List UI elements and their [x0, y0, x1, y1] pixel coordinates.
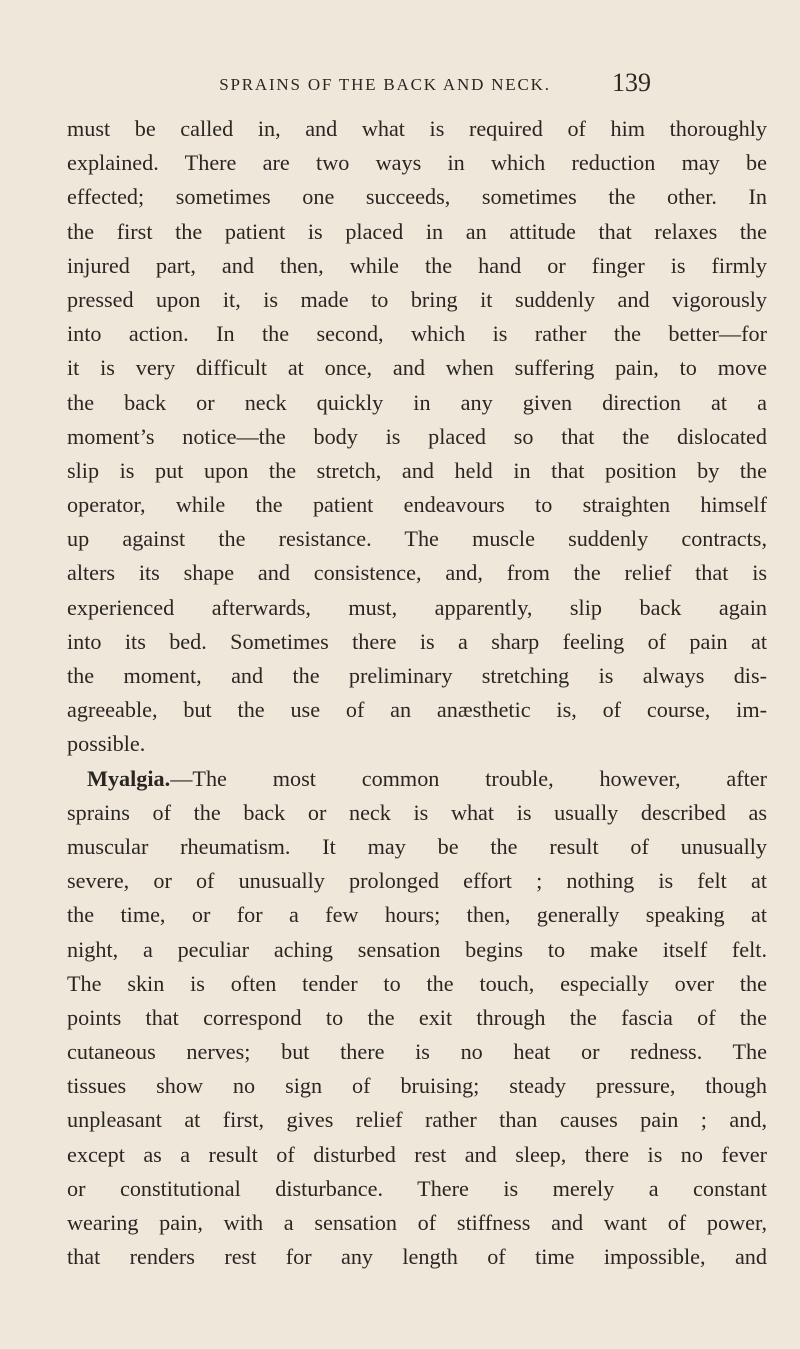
text-line: or constitutional disturbance. There is merely a constant [67, 1175, 767, 1201]
text-line: agreeable, but the use of an anæsthetic is, of course, im- [67, 697, 767, 723]
paragraph-myalgia [67, 762, 767, 1275]
text-line: up against the resistance. The muscle suddenly contracts, [67, 526, 767, 552]
text-line: the back or neck quickly in any given direction at a [67, 389, 767, 415]
page-number: 139 [612, 68, 651, 97]
text-line: muscular rheumatism. It may be the result of unusually [67, 833, 767, 859]
text-line: must be called in, and what is required of him thoroughly [67, 116, 767, 141]
text-line: sprains of the back or neck is what is usually described as [67, 799, 767, 825]
text-line: The skin is often tender to the touch, especially over the [67, 970, 767, 996]
text-line: experienced afterwards, must, apparently, slip back again [67, 594, 767, 620]
text-line: into its bed. Sometimes there is a sharp feeling of pain at [67, 628, 767, 654]
text-line: injured part, and then, while the hand or finger is firmly [67, 252, 767, 278]
text-line: that renders rest for any length of time impossible, and [67, 1244, 767, 1270]
text-line: it is very difficult at once, and when suffering pain, to move [67, 355, 767, 381]
text-line: moment’s notice—the body is placed so that the dislocated [67, 423, 767, 449]
body-text [67, 112, 767, 1274]
text-line: points that correspond to the exit through the fascia of the [67, 1004, 767, 1030]
text-line: tissues show no sign of bruising; steady pressure, though [67, 1073, 767, 1099]
text-line-rest: —The most common trouble, however, after [170, 765, 767, 791]
text-line: explained. There are two ways in which reduction may be [67, 150, 767, 176]
text-line: pressed upon it, is made to bring it suddenly and vigorously [67, 286, 767, 312]
text-line: slip is put upon the stretch, and held in that position by the [67, 457, 767, 483]
text-line: cutaneous nerves; but there is no heat or redness. The [67, 1039, 767, 1065]
text-line: night, a peculiar aching sensation begins to make itself felt. [67, 936, 767, 962]
text-line: the time, or for a few hours; then, generally speaking at [67, 902, 767, 928]
text-line: except as a result of disturbed rest and sleep, there is no fever [67, 1141, 767, 1167]
text-line [67, 762, 767, 796]
side-heading: Myalgia. [87, 765, 171, 791]
text-line: the first the patient is placed in an attitude that relaxes the [67, 218, 767, 244]
text-line: the moment, and the preliminary stretching is always dis- [67, 663, 767, 688]
text-line: severe, or of unusually prolonged effort ; nothing is felt at [67, 868, 767, 894]
text-line: unpleasant at first, gives relief rather than causes pain ; and, [67, 1107, 767, 1133]
text-line: wearing pain, with a sensation of stiffness and want of power, [67, 1210, 767, 1235]
paragraph-reduction [67, 112, 767, 762]
text-line: alters its shape and consistence, and, from the relief that is [67, 560, 767, 586]
text-line: effected; sometimes one succeeds, sometimes the other. In [67, 184, 767, 210]
running-head: SPRAINS OF THE BACK AND NECK. [219, 75, 551, 94]
text-line: possible. [67, 731, 146, 757]
text-line: operator, while the patient endeavours to straighten himself [67, 492, 767, 518]
text-line: into action. In the second, which is rather the better—for [67, 321, 767, 347]
